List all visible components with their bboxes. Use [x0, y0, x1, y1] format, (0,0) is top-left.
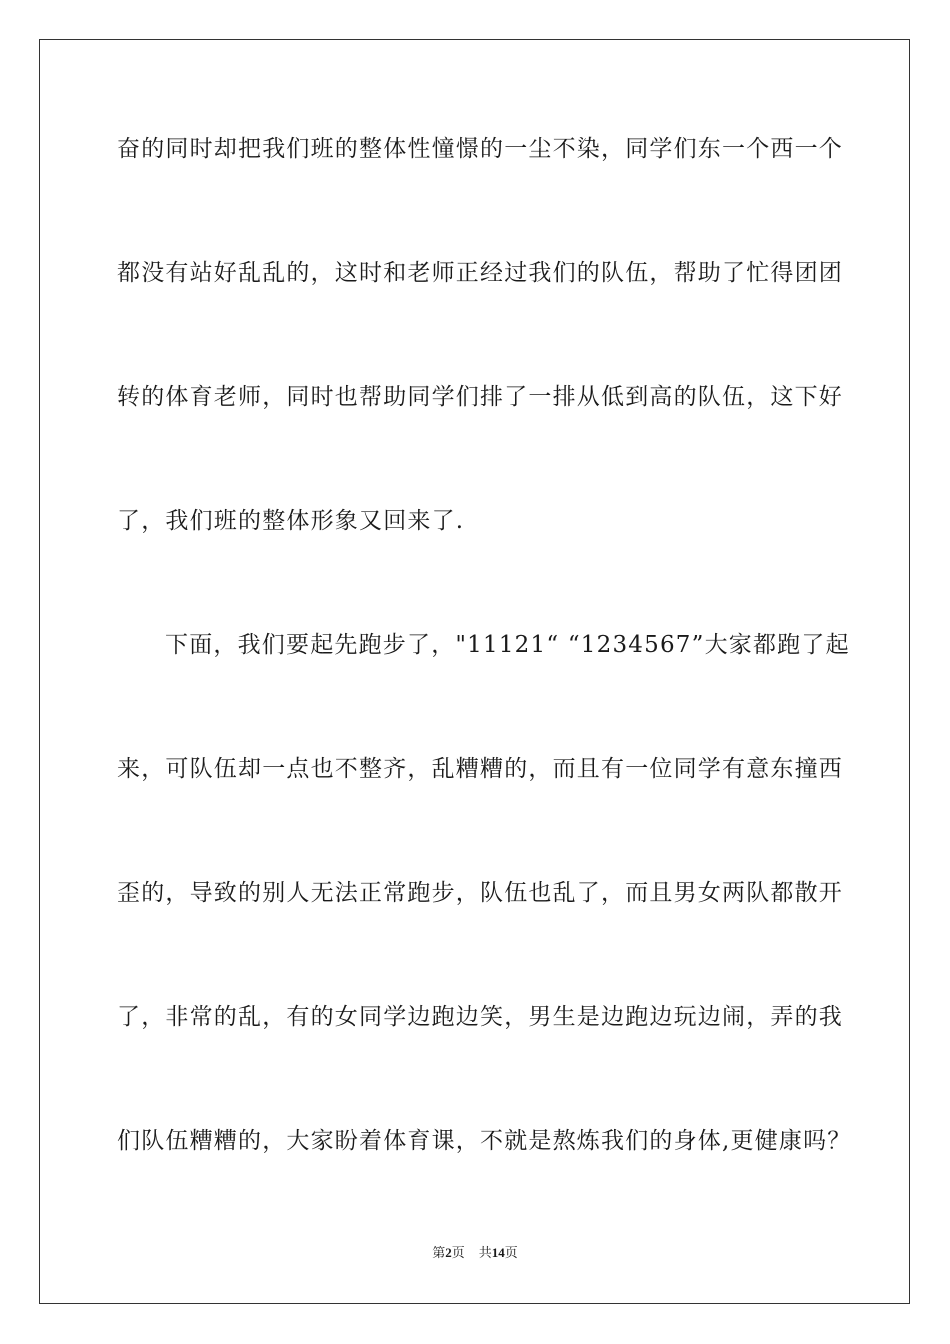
body-text-line: 们队伍糟糟的，大家盼着体育课，不就是熬炼我们的身体,更健康吗？: [117, 1128, 852, 1154]
body-text-line: 都没有站好乱乱的，这时和老师正经过我们的队伍，帮助了忙得团团: [117, 260, 843, 286]
page-footer: [0, 1245, 950, 1262]
page-label-suffix: 页: [451, 1246, 465, 1261]
body-text-line: 了，我们班的整体形象又回来了.: [117, 508, 465, 534]
body-text-line-indented: 下面，我们要起先跑步了，"11121“ “1234567”大家都跑了起: [165, 632, 850, 658]
body-text-line: 了，非常的乱，有的女同学边跑边笑，男生是边跑边玩边闹，弄的我: [117, 1004, 843, 1030]
total-label-suffix: 页: [504, 1246, 518, 1261]
total-pages: 14: [491, 1245, 505, 1260]
body-text-line: 来，可队伍却一点也不整齐，乱糟糟的，而且有一位同学有意东撞西: [117, 756, 843, 782]
body-text-line: 歪的，导致的别人无法正常跑步，队伍也乱了，而且男女两队都散开: [117, 880, 843, 906]
page-number: 2: [445, 1245, 452, 1260]
page-label-prefix: 第: [432, 1246, 446, 1261]
page-border: [39, 39, 910, 1304]
body-text-line: 转的体育老师，同时也帮助同学们排了一排从低到高的队伍，这下好: [117, 384, 843, 410]
body-text-line: 奋的同时却把我们班的整体性憧憬的一尘不染，同学们东一个西一个: [117, 136, 843, 162]
total-label-prefix: 共: [478, 1246, 492, 1261]
